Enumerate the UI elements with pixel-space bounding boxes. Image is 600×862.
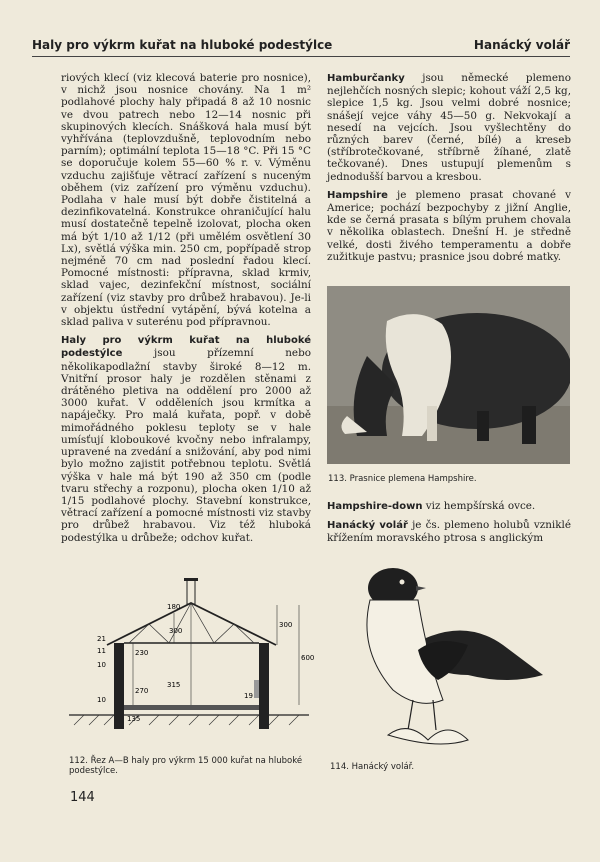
hampshire-sow-illustration: [327, 286, 570, 464]
hall-cross-section-diagram: [69, 575, 315, 745]
label-19: 19: [244, 692, 253, 700]
right-column: [327, 72, 571, 269]
dim-315: 315: [167, 681, 181, 689]
dim-270: 270: [135, 687, 149, 695]
figure-112-caption: 112. Řez A—B haly pro výkrm 15 000 kuřat na hluboké podestýlce.: [69, 756, 303, 776]
label-10-lower: 10: [97, 696, 106, 704]
entry-haly-term: Haly pro výkrm kuřat na hluboké podestýlce: [61, 335, 311, 360]
entry-hampshire: [327, 189, 571, 263]
entry-hanacky-text: je čs. plemeno holubů vzniklé křížením moravského ptrosa s anglickým: [327, 519, 571, 545]
dim-300: 300: [279, 621, 293, 629]
header-left-title: Haly pro výkrm kuřat na hluboké podestýlce: [32, 38, 333, 52]
dim-600: 600: [301, 654, 315, 662]
label-135: 135: [127, 715, 141, 723]
intro-paragraph: riových klecí (viz klecová baterie pro nosnice), v nichž jsou nosnice chovány. Na 1 m² podlahové plochy haly připadá 8 až 10 nosnic ve dvou patrech nebo 12—14 nosnic při skupinových klecích. Snášková hala musí být vyhřívána (teplovzdušně, teplovodním nebo parním); optimální teplota 15—18 °C. Při 15 °C se doporučuje kolem 55—60 % r. v. Výměnu vzduchu zajišťuje větrací zařízení s nuceným oběhem (viz zařízení pro výměnu vzduchu). Podlaha v hale musí být dobře čistitelná a dezinfikovatelná. Konstrukce ohraničující halu musí dostatečně tepelně izolovat, plocha oken má být 1/10 až 1/12 (při umělém osvětlení 30 Lx), světlá výška min. 250 cm, popřípadě strop nejméně 70 cm nad poslední řadou klecí. Pomocné místnosti: přípravna, sklad krmiv, sklad vajec, dezinfekční místnost, sociální zařízení (viz stavby pro drůbež hrabavou). Je-li v objektu ústřední vytápění, bývá kotelna a sklad paliva v suterénu pod přípravnou.: [61, 72, 311, 329]
entry-haly-text: jsou přízemní nebo několikapodlažní stavby široké 8—12 m. Vnitřní prosor haly je rozdělen stěnami z drátěného pletiva na oddělení pro 2000 až 3000 kuřat. V odděleních jsou krmítka a napáječky. Pro malá kuřata, popř. v době mimořádného poklesu teploty se v hale umísťují kloboukové kvočny nebo infralampy, upravené na zvedání a snižování, aby pod nimi bylo možno zajistit potřebnou teplotu. Světlá výška v hale má být 190 až 350 cm (podle tvaru střechy a rozponu), plocha oken 1/10 až 1/15 podlahové plochy. Stavební konstrukce, větrací zařízení a pomocné místnosti viz stavby pro drůbež hrabavou. Viz též hluboká podestýlka u drůbeže; odchov kuřat.: [61, 347, 311, 544]
running-header: [32, 35, 570, 55]
entry-hampshire-down-text: viz hempšírská ovce.: [425, 500, 536, 512]
entry-hamburcanky-term: Hamburčanky: [327, 73, 405, 84]
entry-hanacky-term: Hanácký volář: [327, 520, 408, 532]
entry-hampshire-down-term: Hampshire-down: [327, 501, 423, 512]
header-right-title: Hanácký volář: [473, 38, 570, 52]
figure-114-caption: 114. Hanácký volář.: [330, 762, 415, 772]
header-rule: [32, 56, 570, 57]
label-10-upper: 10: [97, 661, 106, 669]
entry-hamburcanky-text: jsou německé plemeno nejlehčích nosných slepic; kohout váží 2,5 kg, slepice 1,5 kg. Jsou velmi dobré nosnice; snášejí vejce váhy 45—50 g. Nekvokají a nesedí na vejcích. Jsou vyšlechtěny do různých barev (černé, bílé) a kreseb (stříbrotečkované, stříbrně žíhané, zlatě tečkované). Dnes ustupují plemenům s jednodušší barvou a kresbou.: [327, 72, 571, 183]
label-11: 11: [97, 647, 106, 655]
entry-haly: [61, 334, 311, 543]
entry-hampshire-down: [327, 500, 571, 513]
dim-180: 180: [167, 603, 181, 611]
page-number: 144: [70, 790, 95, 805]
dim-300b: 300: [169, 627, 183, 635]
entry-hampshire-term: Hampshire: [327, 189, 388, 201]
entry-hanacky: [327, 519, 571, 544]
figure-113-caption: 113. Prasnice plemena Hampshire.: [328, 474, 477, 484]
hampshire-sow-photo: [327, 286, 570, 464]
left-column: [61, 72, 311, 550]
dim-230: 230: [135, 649, 149, 657]
label-21: 21: [97, 635, 106, 643]
cross-section-drawing: [69, 575, 315, 745]
entry-hamburcanky: [327, 72, 571, 183]
pigeon-illustration: [358, 560, 558, 755]
entry-hampshire-text: je plemeno prasat chované v Americe; pochází bezpochyby z jižní Anglie, kde se černá prasata s bílým pruhem chovala v několika oblastech. Dnešní H. je středně velké, dosti živého temperamentu a dobře zužitkuje pastvu; prasnice jsou dobré matky.: [327, 188, 571, 263]
hanacky-volar-pigeon-drawing: [358, 560, 558, 755]
right-column-lower: [327, 500, 571, 551]
